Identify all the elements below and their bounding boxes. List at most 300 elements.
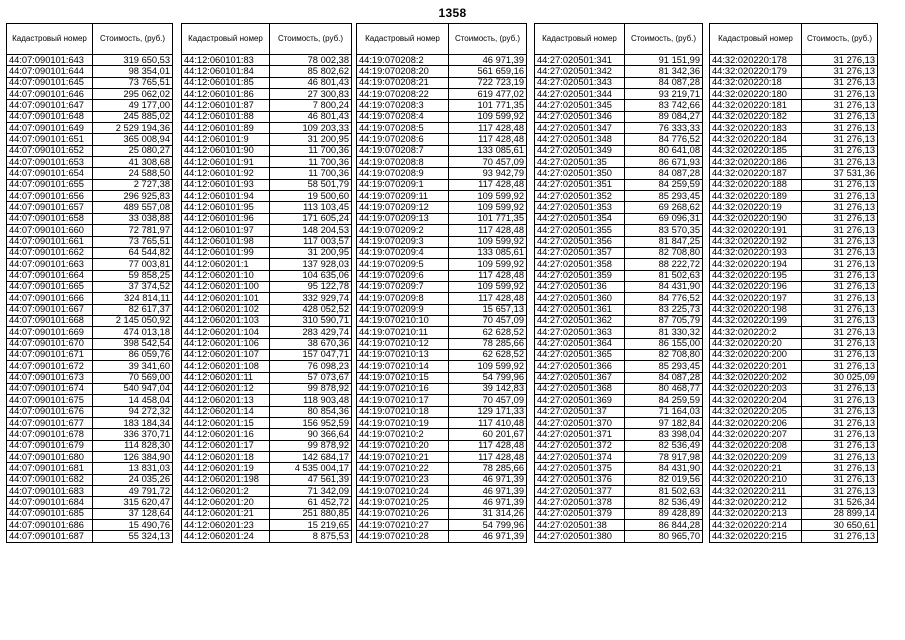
table-row xyxy=(7,440,173,451)
table-row xyxy=(357,100,527,111)
table-row xyxy=(535,236,703,247)
cost-cell: 13 831,03 xyxy=(93,463,173,474)
cost-cell: 31 276,13 xyxy=(802,361,878,372)
table-row xyxy=(535,157,703,168)
cost-cell: 81 330,32 xyxy=(625,327,703,338)
cadastral-number-cell: 44:07:090101:665 xyxy=(7,281,93,292)
table-row xyxy=(710,474,878,485)
cadastral-number-cell: 44:12:060101:85 xyxy=(182,77,270,88)
cost-cell: 78 285,66 xyxy=(449,463,527,474)
cost-cell: 113 103,45 xyxy=(270,202,352,213)
table-row xyxy=(710,497,878,508)
table-row xyxy=(357,145,527,156)
table-row xyxy=(357,338,527,349)
cadastral-number-cell: 44:27:020501:38 xyxy=(535,520,625,531)
cost-cell: 24 588,50 xyxy=(93,168,173,179)
table-row xyxy=(357,123,527,134)
table-row xyxy=(7,497,173,508)
cadastral-number-cell: 44:32:020220:215 xyxy=(710,531,802,542)
cadastral-number-cell: 44:32:020220:196 xyxy=(710,281,802,292)
cost-cell: 11 700,36 xyxy=(270,145,352,156)
cadastral-number-cell: 44:12:060101:92 xyxy=(182,168,270,179)
cadastral-number-cell: 44:12:060201:24 xyxy=(182,531,270,542)
table-row xyxy=(357,418,527,429)
cadastral-number-cell: 44:12:060201:23 xyxy=(182,520,270,531)
cadastral-number-cell: 44:19:070210:26 xyxy=(357,508,449,519)
table-row xyxy=(710,89,878,100)
cadastral-number-cell: 44:32:020220:202 xyxy=(710,372,802,383)
cadastral-number-cell: 44:12:060101:99 xyxy=(182,247,270,258)
table-row xyxy=(535,338,703,349)
cost-cell: 31 200,95 xyxy=(270,134,352,145)
cadastral-number-cell: 44:07:090101:654 xyxy=(7,168,93,179)
cadastral-number-cell: 44:07:090101:646 xyxy=(7,89,93,100)
cadastral-number-cell: 44:27:020501:370 xyxy=(535,418,625,429)
cost-table-3 xyxy=(356,23,527,543)
cadastral-number-cell: 44:12:060101:93 xyxy=(182,179,270,190)
table-row xyxy=(535,55,703,66)
cadastral-number-cell: 44:32:020220:186 xyxy=(710,157,802,168)
cadastral-number-cell: 44:32:020220:20 xyxy=(710,338,802,349)
cadastral-number-cell: 44:32:020220:193 xyxy=(710,247,802,258)
cost-cell: 142 684,17 xyxy=(270,452,352,463)
cadastral-number-cell: 44:32:020220:203 xyxy=(710,383,802,394)
cost-table-4 xyxy=(534,23,703,543)
table-row xyxy=(710,293,878,304)
cadastral-number-cell: 44:32:020220:187 xyxy=(710,168,802,179)
table-row xyxy=(182,134,352,145)
table-row xyxy=(357,486,527,497)
cadastral-number-cell: 44:19:070210:15 xyxy=(357,372,449,383)
cost-cell: 126 384,90 xyxy=(93,452,173,463)
cadastral-number-cell: 44:19:070208:7 xyxy=(357,145,449,156)
cost-cell: 31 276,13 xyxy=(802,349,878,360)
table-row xyxy=(535,349,703,360)
table-row xyxy=(710,349,878,360)
table-row xyxy=(7,383,173,394)
cadastral-number-cell: 44:27:020501:356 xyxy=(535,236,625,247)
cadastral-number-cell: 44:32:020220:190 xyxy=(710,213,802,224)
table-row xyxy=(7,89,173,100)
table-row xyxy=(535,327,703,338)
cost-cell: 37 531,36 xyxy=(802,168,878,179)
table-row xyxy=(7,372,173,383)
table-row xyxy=(357,191,527,202)
cost-cell: 561 659,16 xyxy=(449,66,527,77)
table-row xyxy=(357,179,527,190)
cost-cell: 31 276,13 xyxy=(802,304,878,315)
cadastral-number-cell: 44:19:070210:10 xyxy=(357,315,449,326)
table-row xyxy=(535,429,703,440)
table-row xyxy=(710,100,878,111)
cost-table-5 xyxy=(709,23,878,543)
cadastral-number-cell: 44:12:060101:95 xyxy=(182,202,270,213)
table-row xyxy=(535,395,703,406)
cost-cell: 133 085,61 xyxy=(449,145,527,156)
table-row xyxy=(357,157,527,168)
cadastral-number-cell: 44:27:020501:352 xyxy=(535,191,625,202)
table-row xyxy=(710,508,878,519)
table-row xyxy=(7,429,173,440)
cost-cell: 31 276,13 xyxy=(802,55,878,66)
cadastral-number-cell: 44:12:060201:100 xyxy=(182,281,270,292)
cost-cell: 31 276,13 xyxy=(802,247,878,258)
table-row xyxy=(182,179,352,190)
cost-cell: 33 038,88 xyxy=(93,213,173,224)
table-row xyxy=(357,315,527,326)
cadastral-number-cell: 44:07:090101:662 xyxy=(7,247,93,258)
cost-cell: 70 457,09 xyxy=(449,395,527,406)
cost-cell: 64 544,82 xyxy=(93,247,173,258)
table-row xyxy=(182,304,352,315)
cadastral-number-cell: 44:19:070208:2 xyxy=(357,55,449,66)
cost-cell: 31 276,13 xyxy=(802,236,878,247)
cost-cell: 129 171,33 xyxy=(449,406,527,417)
cadastral-number-cell: 44:27:020501:367 xyxy=(535,372,625,383)
table-row xyxy=(535,179,703,190)
table-row xyxy=(7,361,173,372)
cost-cell: 31 276,13 xyxy=(802,429,878,440)
cadastral-number-cell: 44:32:020220:2 xyxy=(710,327,802,338)
cost-cell: 31 276,13 xyxy=(802,270,878,281)
table-row xyxy=(357,270,527,281)
cost-cell: 47 561,39 xyxy=(270,474,352,485)
cost-cell: 109 599,92 xyxy=(449,281,527,292)
cadastral-number-cell: 44:19:070209:3 xyxy=(357,236,449,247)
cost-cell: 31 276,13 xyxy=(802,213,878,224)
cadastral-number-cell: 44:19:070210:24 xyxy=(357,486,449,497)
cost-cell: 73 765,51 xyxy=(93,236,173,247)
cost-cell: 117 003,57 xyxy=(270,236,352,247)
cost-cell: 30 025,09 xyxy=(802,372,878,383)
cadastral-number-cell: 44:12:060201:198 xyxy=(182,474,270,485)
cost-cell: 76 333,33 xyxy=(625,123,703,134)
cost-cell: 31 276,13 xyxy=(802,111,878,122)
table-row xyxy=(357,474,527,485)
table-row xyxy=(7,270,173,281)
cadastral-number-cell: 44:07:090101:668 xyxy=(7,315,93,326)
cadastral-number-cell: 44:19:070208:5 xyxy=(357,123,449,134)
cadastral-number-cell: 44:32:020220:192 xyxy=(710,236,802,247)
table-row xyxy=(357,497,527,508)
cost-cell: 78 002,38 xyxy=(270,55,352,66)
cost-cell: 76 098,23 xyxy=(270,361,352,372)
table-row xyxy=(535,66,703,77)
table-row xyxy=(535,406,703,417)
cost-cell: 82 708,80 xyxy=(625,247,703,258)
table-row xyxy=(357,429,527,440)
table-row xyxy=(7,531,173,542)
cost-cell: 46 801,43 xyxy=(270,111,352,122)
cadastral-number-cell: 44:07:090101:681 xyxy=(7,463,93,474)
cost-cell: 114 828,30 xyxy=(93,440,173,451)
cost-cell: 14 458,04 xyxy=(93,395,173,406)
cadastral-number-cell: 44:12:060101:88 xyxy=(182,111,270,122)
cost-cell: 2 529 194,36 xyxy=(93,123,173,134)
header-cost: Стоимость, (руб.) xyxy=(802,24,878,55)
table-row xyxy=(357,520,527,531)
header-cadastral: Кадастровый номер xyxy=(710,24,802,55)
cadastral-number-cell: 44:27:020501:371 xyxy=(535,429,625,440)
cadastral-number-cell: 44:19:070208:22 xyxy=(357,89,449,100)
table-row xyxy=(182,418,352,429)
table-row xyxy=(7,338,173,349)
table-row xyxy=(535,259,703,270)
cost-cell: 31 276,13 xyxy=(802,89,878,100)
cost-cell: 31 276,13 xyxy=(802,259,878,270)
table-row xyxy=(710,247,878,258)
cadastral-number-cell: 44:19:070210:28 xyxy=(357,531,449,542)
cost-cell: 85 293,45 xyxy=(625,361,703,372)
cadastral-number-cell: 44:07:090101:674 xyxy=(7,383,93,394)
cost-cell: 31 276,13 xyxy=(802,225,878,236)
table-row xyxy=(7,315,173,326)
cost-cell: 310 590,71 xyxy=(270,315,352,326)
table-row xyxy=(357,531,527,542)
cadastral-number-cell: 44:19:070208:21 xyxy=(357,77,449,88)
table-row xyxy=(710,77,878,88)
cost-cell: 78 917,98 xyxy=(625,452,703,463)
cadastral-number-cell: 44:27:020501:347 xyxy=(535,123,625,134)
cadastral-number-cell: 44:32:020220:191 xyxy=(710,225,802,236)
cadastral-number-cell: 44:12:060101:98 xyxy=(182,236,270,247)
cost-cell: 398 542,54 xyxy=(93,338,173,349)
cadastral-number-cell: 44:07:090101:671 xyxy=(7,349,93,360)
cadastral-number-cell: 44:27:020501:346 xyxy=(535,111,625,122)
cost-cell: 39 341,60 xyxy=(93,361,173,372)
cost-cell: 489 557,08 xyxy=(93,202,173,213)
cost-cell: 49 791,72 xyxy=(93,486,173,497)
cost-cell: 315 620,47 xyxy=(93,497,173,508)
table-row xyxy=(7,225,173,236)
cost-cell: 27 300,83 xyxy=(270,89,352,100)
cost-cell: 25 080,27 xyxy=(93,145,173,156)
table-row xyxy=(710,66,878,77)
cadastral-number-cell: 44:19:070210:19 xyxy=(357,418,449,429)
cost-cell: 77 003,81 xyxy=(93,259,173,270)
table-row xyxy=(710,157,878,168)
table-row xyxy=(535,134,703,145)
cost-cell: 46 971,39 xyxy=(449,474,527,485)
cost-cell: 7 800,24 xyxy=(270,100,352,111)
cadastral-number-cell: 44:12:060101:91 xyxy=(182,157,270,168)
table-row xyxy=(710,315,878,326)
cost-cell: 80 965,70 xyxy=(625,531,703,542)
cadastral-number-cell: 44:12:060101:87 xyxy=(182,100,270,111)
cadastral-number-cell: 44:12:060101:90 xyxy=(182,145,270,156)
cost-cell: 324 814,11 xyxy=(93,293,173,304)
table-row xyxy=(710,361,878,372)
cost-cell: 82 536,49 xyxy=(625,440,703,451)
table-row xyxy=(182,383,352,394)
cost-cell: 117 428,48 xyxy=(449,134,527,145)
cadastral-number-cell: 44:12:060201:11 xyxy=(182,372,270,383)
cadastral-number-cell: 44:27:020501:355 xyxy=(535,225,625,236)
cadastral-number-cell: 44:19:070210:27 xyxy=(357,520,449,531)
cost-cell: 80 641,08 xyxy=(625,145,703,156)
cost-cell: 109 203,33 xyxy=(270,123,352,134)
cadastral-number-cell: 44:12:060201:12 xyxy=(182,383,270,394)
cadastral-number-cell: 44:32:020220:205 xyxy=(710,406,802,417)
table-row xyxy=(182,372,352,383)
table-row xyxy=(710,327,878,338)
cadastral-number-cell: 44:07:090101:647 xyxy=(7,100,93,111)
table-row xyxy=(182,338,352,349)
table-row xyxy=(357,213,527,224)
cost-cell: 117 428,48 xyxy=(449,179,527,190)
cadastral-number-cell: 44:32:020220:206 xyxy=(710,418,802,429)
cadastral-number-cell: 44:19:070210:23 xyxy=(357,474,449,485)
table-row xyxy=(182,259,352,270)
cadastral-number-cell: 44:12:060201:106 xyxy=(182,338,270,349)
cost-cell: 19 500,60 xyxy=(270,191,352,202)
table-row xyxy=(357,202,527,213)
cadastral-number-cell: 44:19:070210:20 xyxy=(357,440,449,451)
table-row xyxy=(357,225,527,236)
cadastral-number-cell: 44:12:060101:96 xyxy=(182,213,270,224)
cost-cell: 31 276,13 xyxy=(802,327,878,338)
table-row xyxy=(182,213,352,224)
cadastral-number-cell: 44:19:070210:25 xyxy=(357,497,449,508)
table-row xyxy=(182,486,352,497)
cost-cell: 28 899,14 xyxy=(802,508,878,519)
cadastral-number-cell: 44:19:070210:14 xyxy=(357,361,449,372)
table-row xyxy=(7,100,173,111)
cost-cell: 137 928,03 xyxy=(270,259,352,270)
cost-cell: 90 366,64 xyxy=(270,429,352,440)
cadastral-number-cell: 44:19:070210:17 xyxy=(357,395,449,406)
table-row xyxy=(535,145,703,156)
cost-cell: 84 087,28 xyxy=(625,77,703,88)
cadastral-number-cell: 44:19:070208:9 xyxy=(357,168,449,179)
cost-cell: 99 878,92 xyxy=(270,383,352,394)
table-row xyxy=(7,134,173,145)
cadastral-number-cell: 44:07:090101:680 xyxy=(7,452,93,463)
cadastral-number-cell: 44:32:020220:21 xyxy=(710,463,802,474)
cadastral-number-cell: 44:32:020220:19 xyxy=(710,202,802,213)
cost-cell: 59 858,25 xyxy=(93,270,173,281)
cadastral-number-cell: 44:32:020220:195 xyxy=(710,270,802,281)
cadastral-number-cell: 44:27:020501:350 xyxy=(535,168,625,179)
cost-cell: 245 885,02 xyxy=(93,111,173,122)
cost-cell: 70 457,09 xyxy=(449,315,527,326)
cost-cell: 71 342,09 xyxy=(270,486,352,497)
cadastral-number-cell: 44:07:090101:660 xyxy=(7,225,93,236)
cadastral-number-cell: 44:27:020501:351 xyxy=(535,179,625,190)
cost-cell: 81 342,36 xyxy=(625,66,703,77)
table-row xyxy=(535,520,703,531)
cadastral-number-cell: 44:32:020220:194 xyxy=(710,259,802,270)
cadastral-number-cell: 44:07:090101:677 xyxy=(7,418,93,429)
table-row xyxy=(7,395,173,406)
cadastral-number-cell: 44:27:020501:377 xyxy=(535,486,625,497)
cadastral-number-cell: 44:27:020501:366 xyxy=(535,361,625,372)
table-row xyxy=(710,111,878,122)
cost-cell: 31 276,13 xyxy=(802,395,878,406)
table-row xyxy=(710,304,878,315)
cadastral-number-cell: 44:27:020501:37 xyxy=(535,406,625,417)
table-row xyxy=(7,418,173,429)
table-row xyxy=(710,259,878,270)
table-row xyxy=(535,191,703,202)
cost-cell: 46 801,43 xyxy=(270,77,352,88)
cost-cell: 37 128,64 xyxy=(93,508,173,519)
cost-cell: 109 599,92 xyxy=(449,202,527,213)
table-row xyxy=(357,134,527,145)
cost-cell: 428 052,52 xyxy=(270,304,352,315)
table-row xyxy=(535,440,703,451)
cost-cell: 183 184,34 xyxy=(93,418,173,429)
cost-cell: 148 204,53 xyxy=(270,225,352,236)
table-row xyxy=(7,55,173,66)
cost-cell: 91 151,99 xyxy=(625,55,703,66)
cost-cell: 101 771,35 xyxy=(449,100,527,111)
table-row xyxy=(182,89,352,100)
cost-cell: 8 875,53 xyxy=(270,531,352,542)
table-row xyxy=(7,293,173,304)
table-row xyxy=(182,293,352,304)
table-row xyxy=(182,191,352,202)
cost-cell: 11 700,36 xyxy=(270,157,352,168)
cadastral-number-cell: 44:12:060201:107 xyxy=(182,349,270,360)
table-row xyxy=(710,213,878,224)
table-row xyxy=(710,452,878,463)
table-row xyxy=(7,463,173,474)
cadastral-number-cell: 44:12:060101:97 xyxy=(182,225,270,236)
cadastral-number-cell: 44:12:060201:18 xyxy=(182,452,270,463)
cadastral-number-cell: 44:32:020220:212 xyxy=(710,497,802,508)
table-row xyxy=(7,508,173,519)
cost-cell: 31 314,26 xyxy=(449,508,527,519)
table-row xyxy=(357,89,527,100)
table-row xyxy=(357,349,527,360)
cadastral-number-cell: 44:19:070209:9 xyxy=(357,304,449,315)
cadastral-number-cell: 44:27:020501:379 xyxy=(535,508,625,519)
cadastral-number-cell: 44:07:090101:679 xyxy=(7,440,93,451)
cadastral-number-cell: 44:07:090101:645 xyxy=(7,77,93,88)
cost-cell: 117 428,48 xyxy=(449,225,527,236)
cadastral-number-cell: 44:27:020501:372 xyxy=(535,440,625,451)
table-row xyxy=(710,463,878,474)
cadastral-number-cell: 44:19:070209:11 xyxy=(357,191,449,202)
cost-cell: 39 142,83 xyxy=(449,383,527,394)
cadastral-number-cell: 44:32:020220:185 xyxy=(710,145,802,156)
cost-cell: 41 308,68 xyxy=(93,157,173,168)
table-row xyxy=(182,77,352,88)
cost-cell: 80 854,36 xyxy=(270,406,352,417)
cadastral-number-cell: 44:27:020501:35 xyxy=(535,157,625,168)
header-cadastral: Кадастровый номер xyxy=(357,24,449,55)
cost-cell: 86 059,76 xyxy=(93,349,173,360)
cadastral-number-cell: 44:07:090101:669 xyxy=(7,327,93,338)
cadastral-number-cell: 44:19:070210:11 xyxy=(357,327,449,338)
cost-cell: 31 276,13 xyxy=(802,202,878,213)
cadastral-number-cell: 44:07:090101:686 xyxy=(7,520,93,531)
table-row xyxy=(710,168,878,179)
table-row xyxy=(710,270,878,281)
cadastral-number-cell: 44:19:070210:21 xyxy=(357,452,449,463)
cadastral-number-cell: 44:19:070209:8 xyxy=(357,293,449,304)
table-row xyxy=(357,77,527,88)
cadastral-number-cell: 44:07:090101:673 xyxy=(7,372,93,383)
cost-cell: 109 599,92 xyxy=(449,111,527,122)
table-row xyxy=(7,145,173,156)
cadastral-number-cell: 44:27:020501:349 xyxy=(535,145,625,156)
table-row xyxy=(182,111,352,122)
cost-cell: 31 526,34 xyxy=(802,497,878,508)
cadastral-number-cell: 44:27:020501:365 xyxy=(535,349,625,360)
table-row xyxy=(710,531,878,542)
